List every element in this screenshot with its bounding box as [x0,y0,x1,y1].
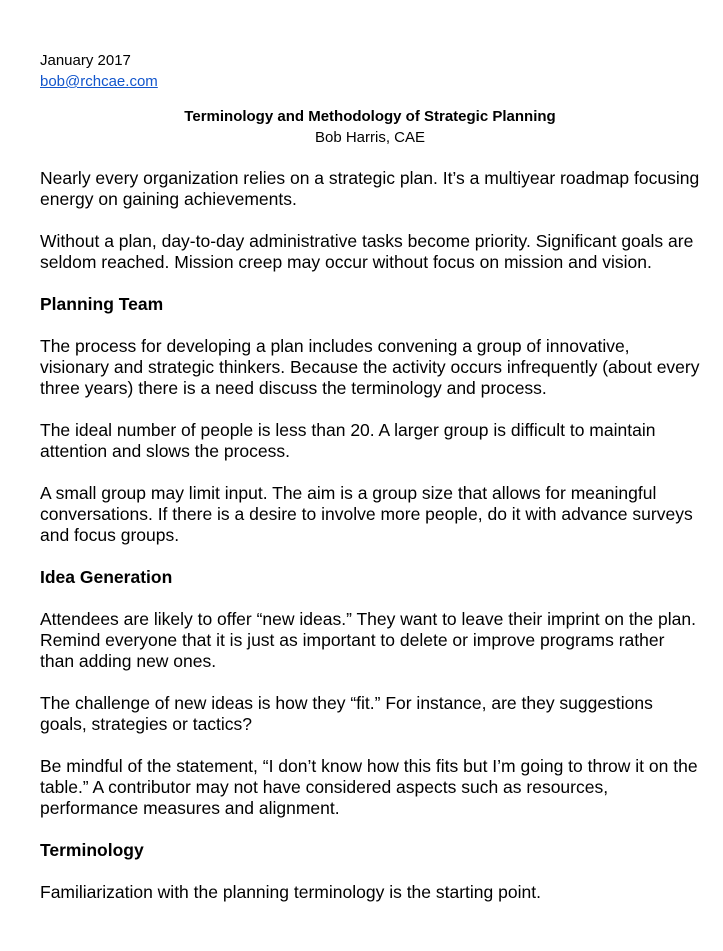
section-heading-idea-generation: Idea Generation [40,567,173,587]
planning-team-paragraph-1: The process for developing a plan includes convening a group of innovative, visionary and strategic thinkers. Because the activity occurs infrequently (about every three years) there is a need discuss the terminology and process. [40,336,700,398]
terminology-paragraph-1: Familiarization with the planning terminology is the starting point. [40,882,541,902]
title-block [40,106,700,148]
intro-paragraph-2: Without a plan, day-to-day administrative tasks become priority. Significant goals are seldom reached. Mission creep may occur without focus on mission and vision. [40,231,694,272]
planning-team-paragraph-3: A small group may limit input. The aim is a group size that allows for meaningful conversations. If there is a desire to involve more people, do it with advance surveys and focus groups. [40,483,693,545]
document-page [40,50,700,924]
document-title: Terminology and Methodology of Strategic Planning [184,108,556,125]
section-heading-planning-team: Planning Team [40,294,164,314]
intro-paragraph-1: Nearly every organization relies on a strategic plan. It’s a multiyear roadmap focusing energy on gaining achievements. [40,168,700,209]
planning-team-paragraph-2: The ideal number of people is less than 20. A larger group is difficult to maintain attention and slows the process. [40,420,656,461]
idea-generation-paragraph-1: Attendees are likely to offer “new ideas.” They want to leave their imprint on the plan. Remind everyone that it is just as important to delete or improve programs rather than adding new ones. [40,609,696,671]
document-date: January 2017 [40,52,131,69]
idea-generation-paragraph-3: Be mindful of the statement, “I don’t know how this fits but I’m going to throw it on the table.” A contributor may not have considered aspects such as resources, performance measures and alignment. [40,756,698,818]
author-email-link[interactable]: bob@rchcae.com [40,73,158,90]
author-email-line [40,71,700,92]
idea-generation-paragraph-2: The challenge of new ideas is how they “fit.” For instance, are they suggestions goals, strategies or tactics? [40,693,653,734]
document-author: Bob Harris, CAE [314,129,426,146]
section-heading-terminology: Terminology [40,840,144,860]
